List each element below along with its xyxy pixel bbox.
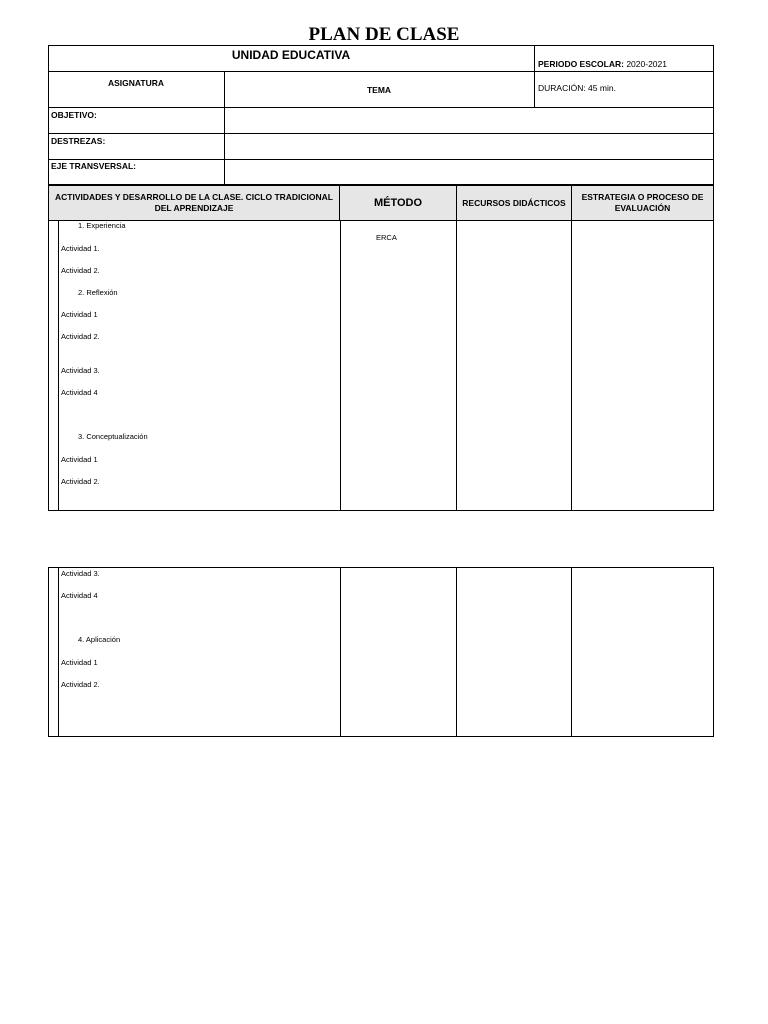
list-item: 4. Aplicación	[78, 635, 121, 644]
header-divider	[48, 71, 714, 72]
header-divider	[48, 107, 714, 108]
body-divider	[340, 567, 341, 737]
list-item: 3. Conceptualización	[78, 432, 148, 441]
body-divider	[58, 221, 59, 511]
periodo-escolar-value: 2020-2021	[626, 59, 667, 69]
periodo-escolar	[538, 59, 667, 69]
col-header-estrategia: ESTRATEGIA O PROCESO DE EVALUACIÓN	[572, 185, 714, 221]
list-item: 1. Experiencia	[78, 221, 126, 230]
body-divider	[571, 567, 572, 737]
metodo-value: ERCA	[376, 233, 397, 242]
header-divider	[534, 45, 535, 107]
col-header-actividades: ACTIVIDADES Y DESARROLLO DE LA CLASE. CICLO TRADICIONAL DEL APRENDIZAJE	[48, 185, 340, 221]
list-item: Actividad 4	[61, 388, 98, 397]
document-title: PLAN DE CLASE	[308, 24, 460, 45]
body-divider	[571, 221, 572, 511]
tema-label: TEMA	[366, 85, 392, 95]
unidad-educativa-label: UNIDAD EDUCATIVA	[231, 48, 351, 62]
body-divider	[58, 567, 59, 737]
list-item: Actividad 1.	[61, 244, 100, 253]
section2-body	[48, 567, 714, 737]
col-header-metodo: MÉTODO	[340, 185, 456, 221]
eje-transversal-label: EJE TRANSVERSAL:	[51, 161, 137, 171]
asignatura-label: ASIGNATURA	[107, 78, 165, 88]
duracion-label: DURACIÓN: 45 min.	[538, 83, 616, 93]
body-divider	[48, 567, 49, 737]
list-item: Actividad 3.	[61, 366, 100, 375]
list-item: Actividad 1	[61, 455, 98, 464]
list-item: Actividad 1	[61, 658, 98, 667]
list-item: Actividad 2.	[61, 680, 100, 689]
header-divider	[48, 159, 714, 160]
section1-body	[48, 221, 714, 511]
header-divider	[48, 133, 714, 134]
list-item: Actividad 4	[61, 591, 98, 600]
col-header-recursos: RECURSOS DIDÁCTICOS	[456, 185, 572, 221]
list-item: Actividad 3.	[61, 569, 100, 578]
body-divider	[456, 221, 457, 511]
destrezas-label: DESTREZAS:	[51, 136, 106, 146]
body-divider	[713, 221, 714, 511]
body-divider	[48, 221, 49, 511]
list-item: Actividad 1	[61, 310, 98, 319]
list-item: Actividad 2.	[61, 332, 100, 341]
body-divider	[456, 567, 457, 737]
body-divider	[713, 567, 714, 737]
body-divider	[340, 221, 341, 511]
list-item: Actividad 2.	[61, 266, 100, 275]
objetivo-label: OBJETIVO:	[51, 110, 97, 120]
list-item: Actividad 2.	[61, 477, 100, 486]
periodo-escolar-label: PERIODO ESCOLAR:	[538, 59, 624, 69]
list-item: 2. Reflexión	[78, 288, 118, 297]
